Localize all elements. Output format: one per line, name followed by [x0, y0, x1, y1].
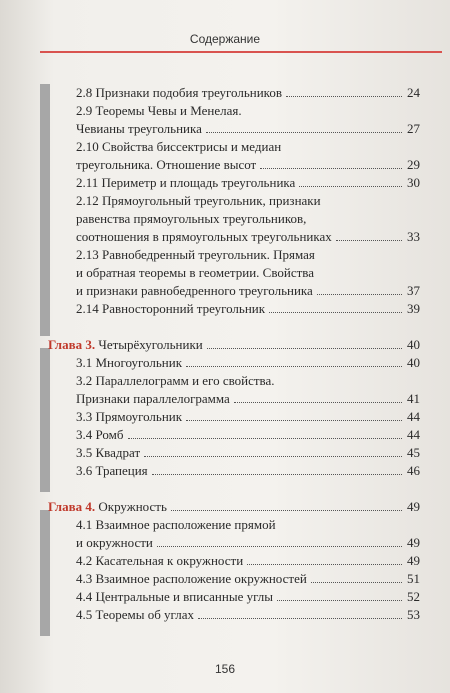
toc-section-entry[interactable]	[40, 606, 420, 624]
toc-entry-text: 2.10 Свойства биссектрисы и медиан	[76, 139, 282, 154]
toc-section-entry[interactable]	[40, 84, 420, 102]
toc-section-entry[interactable]	[40, 102, 420, 120]
toc-section-entry[interactable]	[40, 138, 420, 156]
toc-page-number: 30	[407, 175, 420, 190]
toc-page-number: 46	[407, 463, 420, 478]
toc-page-number: 44	[407, 409, 420, 424]
toc-section-entry[interactable]	[40, 174, 420, 192]
dot-leader	[144, 456, 402, 457]
toc-page-number: 53	[407, 607, 420, 622]
toc-entry-text: 4.5 Теоремы об углах	[76, 607, 194, 622]
toc-entry-text: 2.8 Признаки подобия треугольников	[76, 85, 282, 100]
toc-section-entry[interactable]	[40, 408, 420, 426]
toc-page-number: 40	[407, 355, 420, 370]
toc-section-continuation[interactable]	[40, 390, 420, 408]
dot-leader	[336, 240, 402, 241]
toc-page-number: 51	[407, 571, 420, 586]
toc-section-continuation[interactable]	[40, 120, 420, 138]
toc-entry-text: 3.6 Трапеция	[76, 463, 148, 478]
toc-section-entry[interactable]	[40, 570, 420, 588]
dot-leader	[207, 348, 402, 349]
dot-leader	[186, 366, 402, 367]
dot-leader	[260, 168, 402, 169]
toc-entry-text: и окружности	[76, 535, 153, 550]
toc-entry-text: 2.13 Равнобедренный треугольник. Прямая	[76, 247, 315, 262]
page-header-title: Содержание	[189, 32, 261, 46]
toc-page-number: 49	[407, 535, 420, 550]
toc-page-number: 27	[407, 121, 420, 136]
toc-entry-text: и признаки равнобедренного треугольника	[76, 283, 313, 298]
page-number: 156	[214, 662, 236, 676]
toc-page-number: 49	[407, 499, 420, 514]
chapter-gap	[40, 318, 420, 336]
chapter-title: Четырёхугольники	[95, 337, 203, 352]
toc-section-entry[interactable]	[40, 426, 420, 444]
toc-entry-text: 2.14 Равносторонний треугольник	[76, 301, 266, 316]
dot-leader	[186, 420, 402, 421]
header-divider	[40, 51, 442, 53]
toc-section-entry[interactable]	[40, 246, 420, 264]
toc-page-number: 40	[407, 337, 420, 352]
toc-entry-text: 3.3 Прямоугольник	[76, 409, 183, 424]
toc-section-entry[interactable]	[40, 462, 420, 480]
dot-leader	[152, 474, 402, 475]
toc-entry-text: равенства прямоугольных треугольников,	[76, 211, 307, 226]
toc-section-continuation[interactable]	[40, 264, 420, 282]
dot-leader	[311, 582, 402, 583]
dot-leader	[128, 438, 403, 439]
toc-entry-text: 4.4 Центральные и вписанные углы	[76, 589, 273, 604]
toc-section-entry[interactable]	[40, 192, 420, 210]
toc-entry-text: 2.9 Теоремы Чевы и Менелая.	[76, 103, 242, 118]
table-of-contents	[40, 84, 420, 624]
dot-leader	[198, 618, 402, 619]
toc-entry-text: 2.11 Периметр и площадь треугольника	[76, 175, 296, 190]
chapter-label: Глава 3.	[48, 337, 96, 352]
toc-page-number: 29	[407, 157, 420, 172]
toc-section-continuation[interactable]	[40, 228, 420, 246]
toc-section-entry[interactable]	[40, 444, 420, 462]
toc-section-continuation[interactable]	[40, 156, 420, 174]
toc-section-continuation[interactable]	[40, 282, 420, 300]
toc-entry-text: соотношения в прямоугольных треугольниках	[76, 229, 332, 244]
toc-page-number: 41	[407, 391, 420, 406]
dot-leader	[277, 600, 402, 601]
dot-leader	[206, 132, 402, 133]
toc-page-number: 39	[407, 301, 420, 316]
toc-entry-text: 4.3 Взаимное расположение окружностей	[76, 571, 307, 586]
toc-section-entry[interactable]	[40, 372, 420, 390]
dot-leader	[299, 186, 402, 187]
toc-section-entry[interactable]	[40, 516, 420, 534]
toc-page-number: 49	[407, 553, 420, 568]
toc-entry-text: и обратная теоремы в геометрии. Свойства	[76, 265, 315, 280]
toc-section-continuation[interactable]	[40, 534, 420, 552]
toc-entry-text: 2.12 Прямоугольный треугольник, признаки	[76, 193, 321, 208]
toc-chapter-entry[interactable]	[40, 498, 420, 516]
chapter-label: Глава 4.	[48, 499, 96, 514]
chapter-gap	[40, 480, 420, 498]
toc-entry-text: 4.2 Касательная к окружности	[76, 553, 244, 568]
toc-chapter-entry[interactable]	[40, 336, 420, 354]
toc-page-number: 52	[407, 589, 420, 604]
toc-page-number: 45	[407, 445, 420, 460]
toc-entry-text: 3.5 Квадрат	[76, 445, 141, 460]
toc-entry-text: 3.4 Ромб	[76, 427, 124, 442]
toc-entry-text: 4.1 Взаимное расположение прямой	[76, 517, 276, 532]
toc-page-number: 33	[407, 229, 420, 244]
toc-entry-text: 3.1 Многоугольник	[76, 355, 183, 370]
toc-page-number: 44	[407, 427, 420, 442]
toc-entry-text: треугольника. Отношение высот	[76, 157, 257, 172]
toc-section-continuation[interactable]	[40, 210, 420, 228]
toc-entry-text: Признаки параллелограмма	[76, 391, 230, 406]
toc-page-number: 24	[407, 85, 420, 100]
toc-entry-text: 3.2 Параллелограмм и его свойства.	[76, 373, 275, 388]
chapter-title: Окружность	[95, 499, 167, 514]
toc-section-entry[interactable]	[40, 354, 420, 372]
dot-leader	[157, 546, 402, 547]
toc-page-number: 37	[407, 283, 420, 298]
toc-entry-text: Чевианы треугольника	[76, 121, 202, 136]
dot-leader	[247, 564, 402, 565]
toc-section-entry[interactable]	[40, 300, 420, 318]
dot-leader	[171, 510, 402, 511]
dot-leader	[317, 294, 402, 295]
dot-leader	[286, 96, 402, 97]
toc-section-entry[interactable]	[40, 552, 420, 570]
toc-section-entry[interactable]	[40, 588, 420, 606]
dot-leader	[234, 402, 402, 403]
dot-leader	[269, 312, 402, 313]
